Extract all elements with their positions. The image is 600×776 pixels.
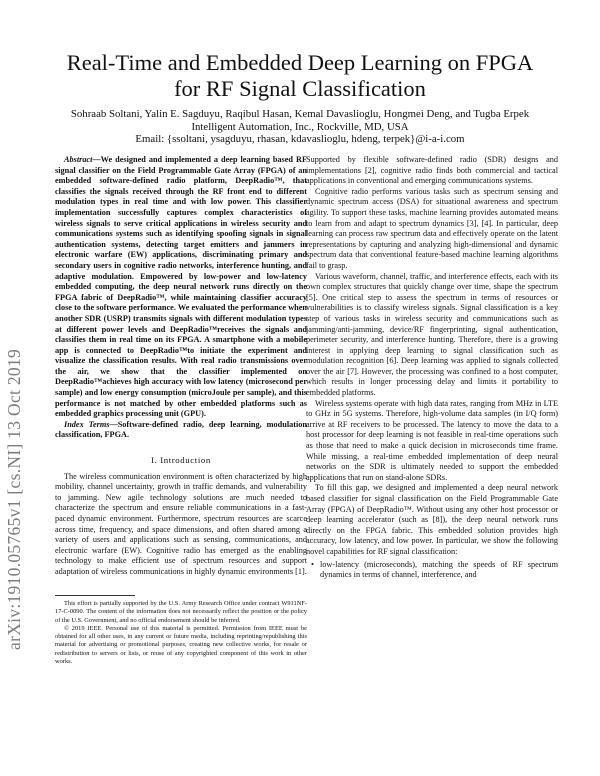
right-paragraph-4: Wireless systems operate with high data rates, ranging from MHz in LTE to GHz in 5G systems. Therefore, high-volume data samples (in I/Q form) arrive at RF receivers to be processed. The latency to move the data to a host processor for deep learning is not feasible in real-time operations such as those that need to make a quick decision in microseconds time frame. While missing, a real-time embedded implementation of deep neural networks on the SDR is ultimately needed to support the embedded applications that run on stand-alone SDRs. [306, 398, 558, 482]
footnote-rule [55, 595, 135, 596]
right-paragraph-3: Various waveform, channel, traffic, and interference effects, each with its own complex structures that quickly change over time, shape the spectrum [5]. One critical step to assess the spectrum in terms of resources or vulnerabilities is to classify wireless signals. Signal classification is a key step of various tasks in wireless security and communications such as jamming/anti-jamming, device/RF fingerprinting, signal authentication, perimeter security, and interference hunting. Therefore, there is a growing interest in applying deep learning to signal classification such as modulation recognition [6]. Deep learning was applied to signals collected over the air [7]. However, the processing was confined to a host computer, which results in longer processing delay and limits it portability to embedded platforms. [306, 271, 558, 398]
right-column [306, 155, 558, 581]
title-line-2: for RF Signal Classification [174, 76, 426, 101]
left-column [55, 155, 307, 578]
right-paragraph-2: Cognitive radio performs various tasks such as spectrum sensing and dynamic spectrum access (DSA) for situational awareness and spectrum agility. To support these tasks, machine learning provides automated means to learn from and adapt to spectrum dynamics [3], [4]. In particular, deep learning can process raw spectrum data and effectively operate on the latent representations by capturing and analyzing high-dimensional and dynamic spectrum data that conventional feature-based machine learning algorithms fail to grasp. [306, 186, 558, 270]
author-block [40, 108, 560, 146]
index-terms-body: —Software-defined radio, deep learning, modulation classification, FPGA. [55, 419, 308, 440]
affiliation: Intelligent Automation, Inc., Rockville, MD, USA [191, 120, 409, 133]
section-heading-introduction: I. Introduction [151, 455, 211, 466]
footnote-area [55, 595, 307, 666]
right-paragraph-1: Supported by flexible software-defined radio (SDR) designs and implementations [2], cognitive radio finds both commercial and tactical applications in conventional and emerging communications systems. [306, 155, 558, 186]
footnote-funding: This effort is partially supported by the U.S. Army Research Office under contract W911NF-17-C-0090. The content of the information does not necessarily reflect the position or the policy of the U.S. Government, and no official endorsement should be inferred. [55, 600, 307, 624]
abstract [55, 155, 307, 420]
capability-list [306, 560, 558, 581]
list-item: • low-latency (microseconds), matching the speeds of RF spectrum dynamics in terms of channel, interference, and [320, 560, 558, 581]
footnote-copyright: © 2019 IEEE. Personal use of this material is permitted. Permission from IEEE must be obtained for all other uses, in any current or future media, including reprinting/republishing this material for advertising or promotional purposes, creating new collective works, for resale or redistribution to servers or lists, or reuse of any copyrighted component of this work in other works. [55, 624, 307, 666]
right-paragraph-5: To fill this gap, we designed and implemented a deep neural network based classifier for signal classification on the Field Programmable Gate Array (FPGA) of DeepRadio™. Without using any other host processor or deep learning accelerator (such as [8]), the deep neural network runs directly on the FPGA fabric. This embedded solution provides high accuracy, low latency, and low power. In particular, we show the following novel capabilities for RF signal classification: [306, 483, 558, 556]
abstract-body: —We designed and implemented a deep learning based RF signal classifier on the Field Programmable Gate Array (FPGA) of an embedded software-defined radio platform, DeepRadio™, that classifies the signals received through the RF front end to different modulation types in real time and with low power. This classifier implementation successfully captures complex characteristics of wireless signals to serve critical applications in wireless security and communications systems such as identifying spoofing signals in signal authentication systems, detecting target emitters and jammers in electronic warfare (EW) applications, discriminating primary and secondary users in cognitive radio networks, interference hunting, and adaptive modulation. Empowered by low-power and low-latency embedded computing, the deep neural network runs directly on the FPGA fabric of DeepRadio™, while maintaining classifier accuracy close to the software performance. We evaluated the performance when another SDR (USRP) transmits signals with different modulation types at different power levels and DeepRadio™receives the signals and classifies them in real time on its FPGA. A smartphone with a mobile app is connected to DeepRadio™to initiate the experiment and visualize the classification results. With real radio transmissions over the air, we show that the classifier implemented on DeepRadio™achieves high accuracy with low latency (microsecond per sample) and low energy consumption (microJoule per sample), and this performance is not matched by other embedded platforms such as embedded graphics processing unit (GPU). [55, 155, 307, 419]
index-terms-lead: Index Terms [64, 419, 110, 429]
paper-title [40, 50, 560, 102]
intro-paragraph: The wireless communication environment is often characterized by high mobility, channel uncertainty, growth in traffic demands, and vulnerability to jamming. New agile technology solutions are much needed to characterize the spectrum and ensure reliable communications in a fast-paced dynamic environment. Furthermore, spectrum resources are scarce across time, frequency, and space dimensions, and often shared among a variety of users and applications such as sensing, communications, and electronic warfare (EW). Cognitive radio has emerged as the enabling technology to make efficient use of spectrum resources and support adaptation of wireless communications in highly dynamic environments [1]. [55, 471, 307, 576]
abstract-lead: Abstract [64, 155, 93, 164]
email-line[interactable]: Email: {ssoltani, ysagduyu, rhasan, kdavaslioglu, hdeng, terpek}@i-a-i.com [135, 133, 465, 145]
index-terms [55, 420, 307, 441]
arxiv-identifier[interactable]: arXiv:1910.05765v1 [cs.NI] 13 Oct 2019 [4, 348, 24, 650]
author-list: Sohraab Soltani, Yalin E. Sagduyu, Raqibul Hasan, Kemal Davaslioglu, Hongmei Deng, and Tugba Erpek [70, 108, 530, 120]
title-line-1: Real-Time and Embedded Deep Learning on FPGA [66, 50, 534, 75]
